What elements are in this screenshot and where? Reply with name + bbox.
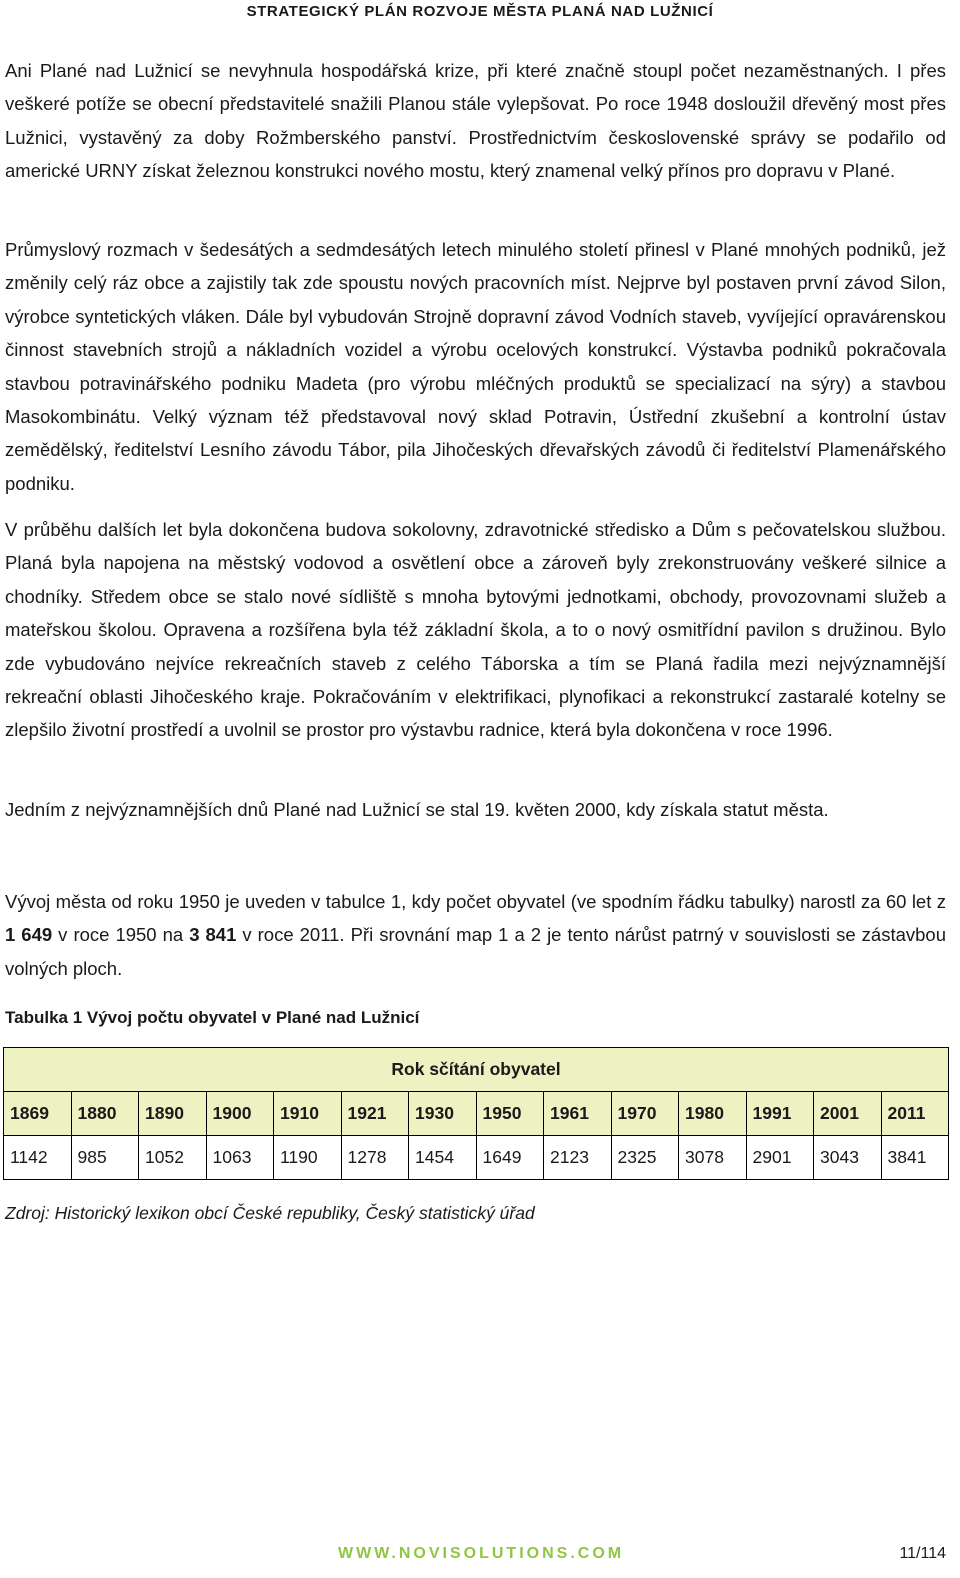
- table-cell-year: 2001: [814, 1092, 882, 1136]
- table-cell-year: 1950: [476, 1092, 544, 1136]
- table-cell-population: 1649: [476, 1136, 544, 1180]
- table-years-row: [4, 1092, 949, 1136]
- summary-text-middle: v roce 1950 na: [52, 924, 190, 946]
- table-cell-year: 1991: [746, 1092, 814, 1136]
- table-cell-year: 1869: [4, 1092, 72, 1136]
- table-population-row: [4, 1136, 949, 1180]
- table-cell-year: 1921: [341, 1092, 409, 1136]
- paragraph-1: Ani Plané nad Lužnicí se nevyhnula hospodářská krize, při které značně stoupl počet nezaměstnaných. I přes veškeré potíže se obecní představitelé snažili Planou stále vylepšovat. Po roce 1948 dosloužil dřevěný most přes Lužnici, vystavěný za doby Rožmberského panství. Prostřednictvím československé správy se podařilo od americké URNY získat železnou konstrukci nového mostu, který znamenal velký přínos pro dopravu v Plané.: [5, 60, 946, 182]
- table-cell-year: 1890: [139, 1092, 207, 1136]
- paragraph-2: Průmyslový rozmach v šedesátých a sedmdesátých letech minulého století přinesl v Plané mnohých podniků, jež změnily celý ráz obce a zajistily tak zde spoustu nových pracovních míst. Nejprve byl postaven první závod Silon, výrobce syntetických vláken. Dále byl vybudován Strojně dopravní závod Vodních staveb, vyvíjející opravárenskou činnost stavebních strojů a nákladních vozidel a výrobu ocelových konstrukcí. Výstavba podniků pokračovala stavbou potravinářského podniku Madeta (pro výrobu mléčných produktů se specializací na sýry) a stavbou Masokombinátu. Velký význam též představoval nový sklad Potravin, Ústřední zkušební a kontrolní ústav zemědělský, ředitelství Lesního závodu Tábor, pila Jihočeských dřevařských závodů či ředitelství Plamenářského podniku.: [5, 239, 946, 494]
- footer-url: WWW.NOVISOLUTIONS.COM: [338, 1545, 625, 1562]
- table-cell-population: 2123: [544, 1136, 612, 1180]
- summary-value-2011: 3 841: [189, 924, 237, 946]
- table-source: Zdroj: Historický lexikon obcí České republiky, Český statistický úřad: [5, 1203, 535, 1223]
- table-cell-population: 1052: [139, 1136, 207, 1180]
- table-cell-year: 1930: [409, 1092, 477, 1136]
- table-cell-population: 3078: [679, 1136, 747, 1180]
- table-cell-population: 2325: [611, 1136, 679, 1180]
- population-summary: [5, 885, 946, 985]
- page-number: 11/114: [899, 1545, 946, 1562]
- document-header: STRATEGICKÝ PLÁN ROZVOJE MĚSTA PLANÁ NAD LUŽNICÍ: [246, 3, 714, 20]
- table-cell-population: 1142: [4, 1136, 72, 1180]
- table-cell-population: 1063: [206, 1136, 274, 1180]
- population-table: [3, 1047, 949, 1180]
- table-cell-year: 2011: [881, 1092, 949, 1136]
- table-cell-year: 1961: [544, 1092, 612, 1136]
- table-cell-year: 1880: [71, 1092, 139, 1136]
- summary-text-after: v roce 2011. Při srovnání map 1 a 2 je tento nárůst patrný v souvislosti se zástavbou volných ploch.: [5, 924, 946, 979]
- table-cell-year: 1900: [206, 1092, 274, 1136]
- table-header-cell: Rok sčítání obyvatel: [4, 1048, 949, 1092]
- table-cell-population: 2901: [746, 1136, 814, 1180]
- summary-text-before: Vývoj města od roku 1950 je uveden v tabulce 1, kdy počet obyvatel (ve spodním řádku tabulky) narostl za 60 let z: [5, 891, 946, 912]
- paragraph-4: Jedním z nejvýznamnějších dnů Plané nad Lužnicí se stal 19. květen 2000, kdy získala statut města.: [5, 799, 829, 820]
- table-cell-year: 1910: [274, 1092, 342, 1136]
- table-cell-population: 3043: [814, 1136, 882, 1180]
- summary-value-1950: 1 649: [5, 924, 53, 946]
- table-cell-population: 3841: [881, 1136, 949, 1180]
- table-cell-population: 1190: [274, 1136, 342, 1180]
- table-cell-population: 985: [71, 1136, 139, 1180]
- paragraph-3: V průběhu dalších let byla dokončena budova sokolovny, zdravotnické středisko a Dům s pečovatelskou službou. Planá byla napojena na městský vodovod a osvětlení obce a zároveň byly zrekonstruovány veškeré silnice a chodníky. Středem obce se stalo nové sídliště s mnoha bytovými jednotkami, obchody, provozovnami služeb a mateřskou školou. Opravena a rozšířena byla též základní škola, a to o nový osmitřídní pavilon s družinou. Bylo zde vybudováno nejvíce rekreačních staveb z celého Táborska a tím se Planá řadila mezi nejvýznamnější rekreační oblasti Jihočeského kraje. Pokračováním v elektrifikaci, plynofikaci a rekonstrukcí zastaralé kotelny se zlepšilo životní prostředí a uvolnil se prostor pro výstavbu radnice, která byla dokončena v roce 1996.: [5, 519, 946, 741]
- table-caption: Tabulka 1 Vývoj počtu obyvatel v Plané nad Lužnicí: [5, 1008, 420, 1027]
- table-cell-population: 1454: [409, 1136, 477, 1180]
- table-cell-population: 1278: [341, 1136, 409, 1180]
- table-cell-year: 1970: [611, 1092, 679, 1136]
- table-cell-year: 1980: [679, 1092, 747, 1136]
- table-header-row: [4, 1048, 949, 1092]
